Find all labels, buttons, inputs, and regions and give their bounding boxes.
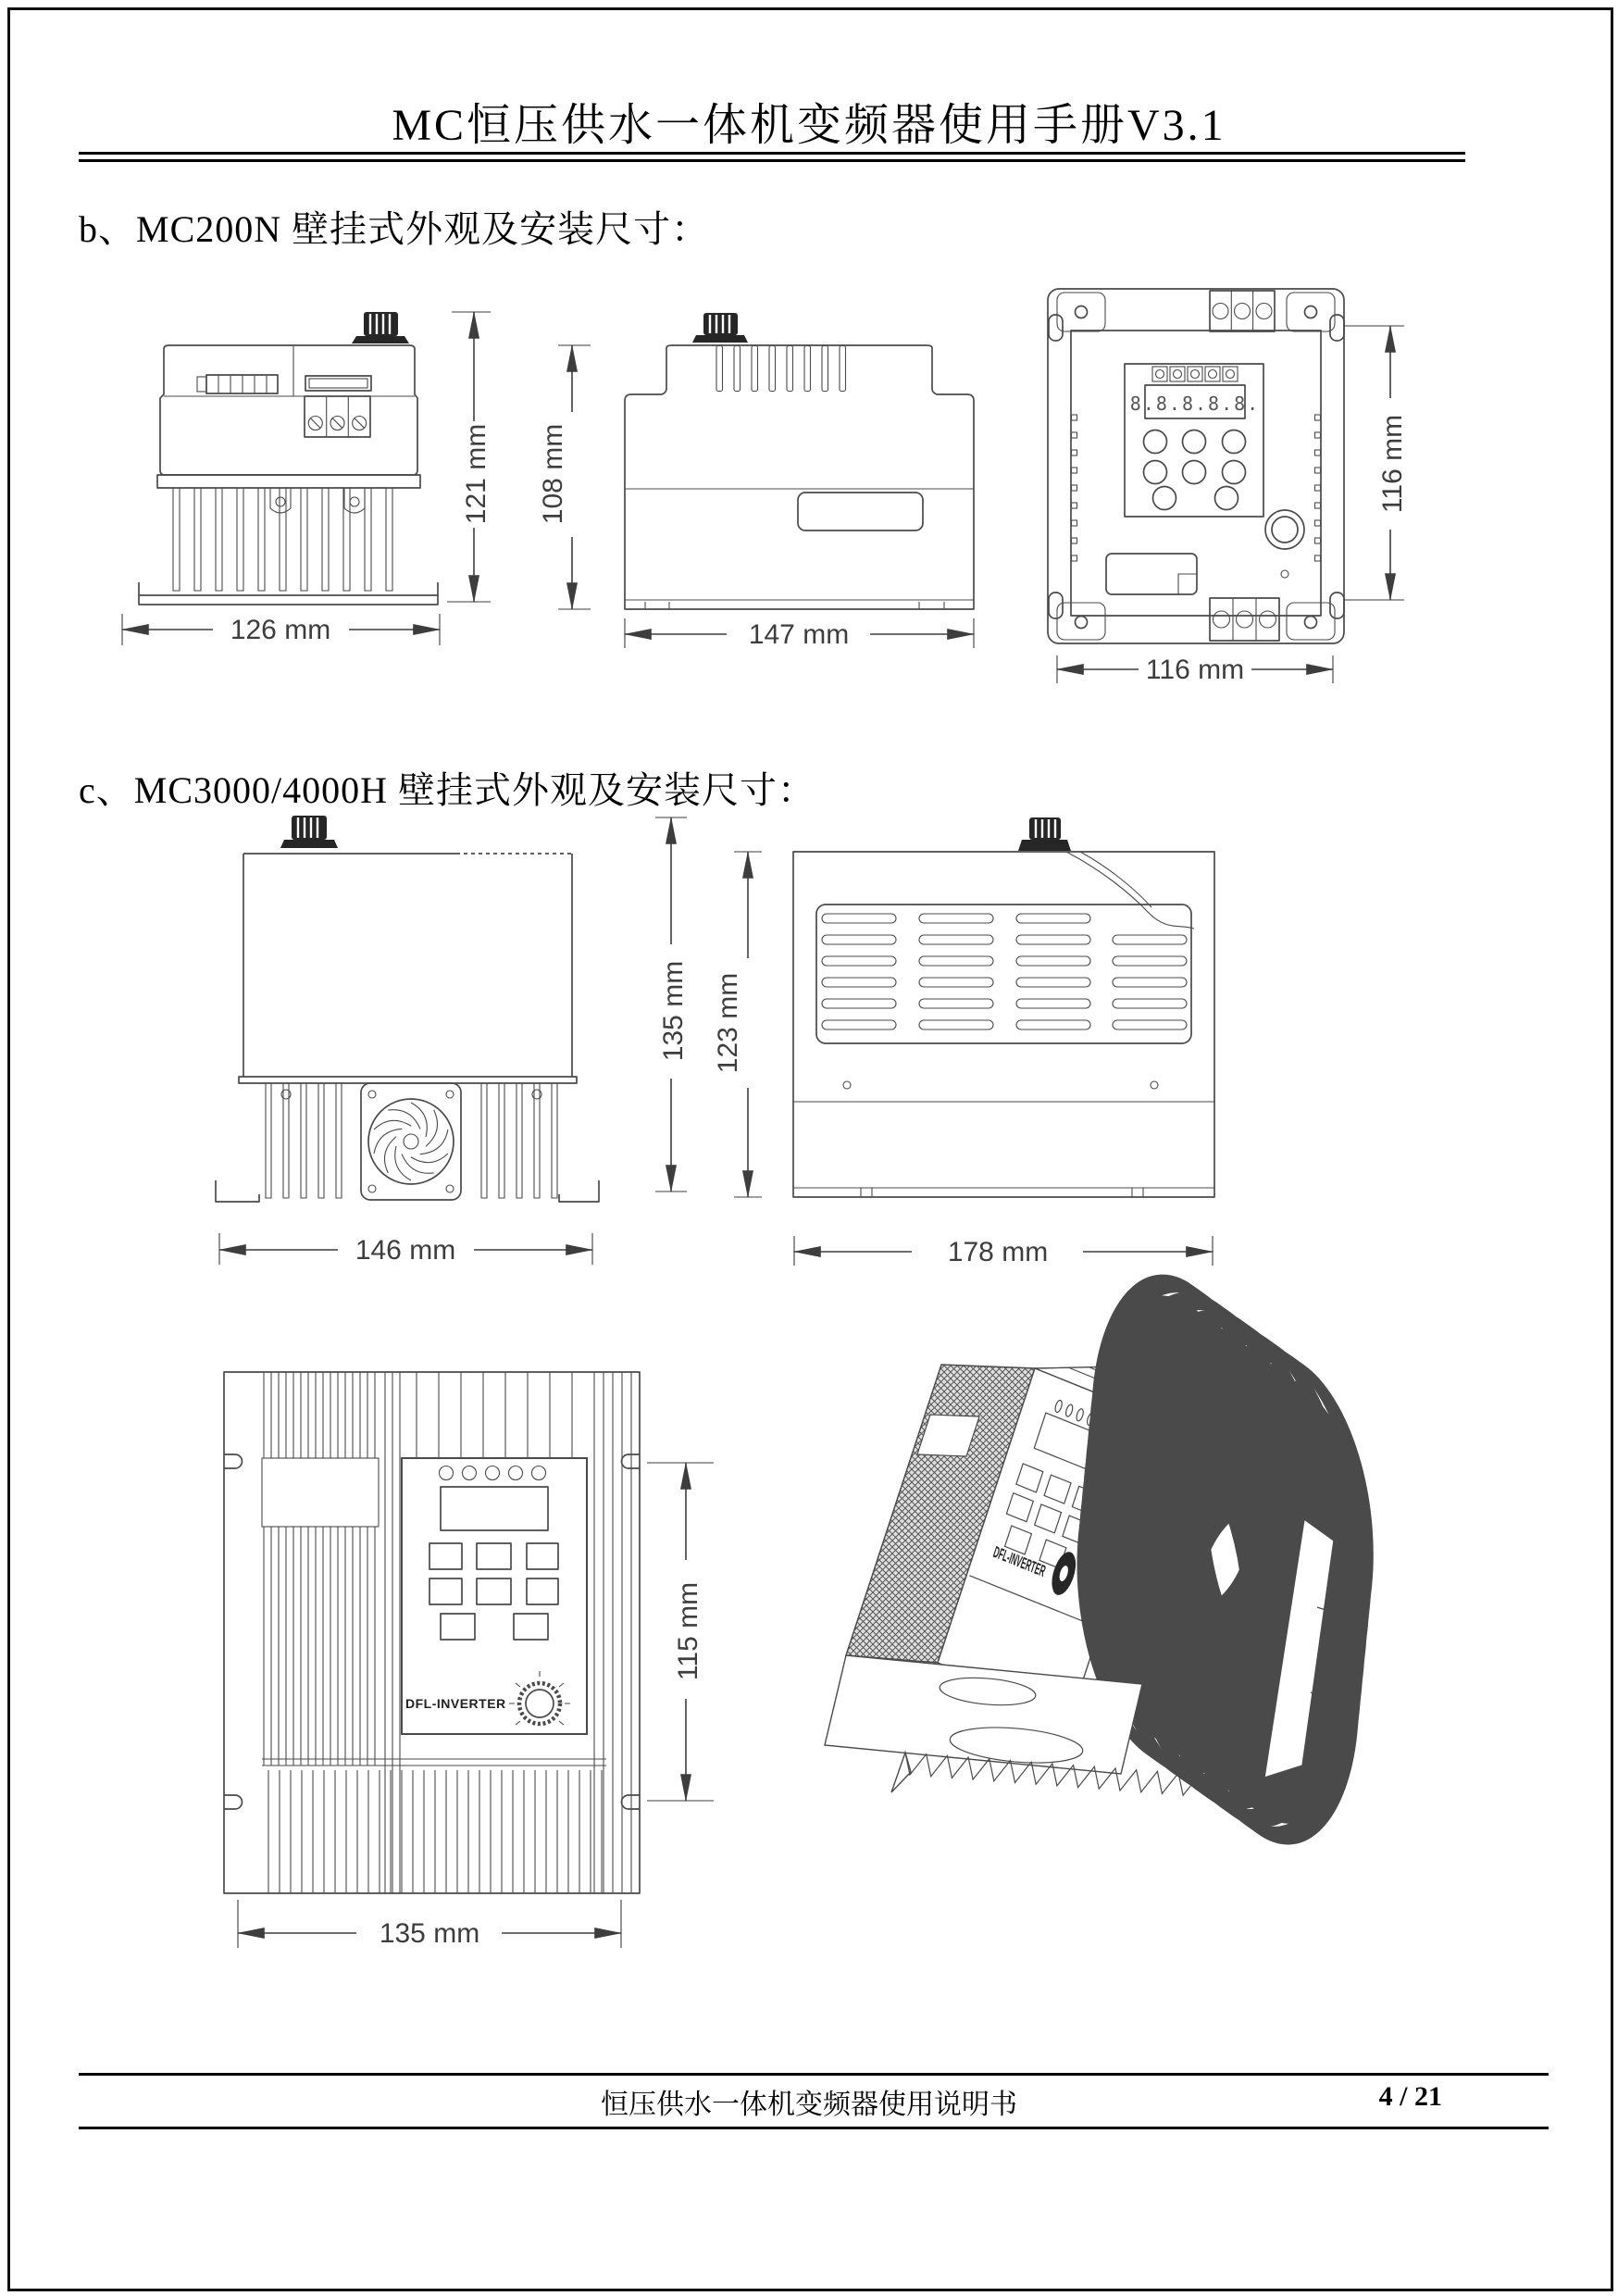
top-knob (692, 313, 748, 343)
section-b-title: MC200N 壁挂式外观及安装尺寸： (136, 208, 710, 250)
drawing-mc3000-side-view (713, 805, 1351, 1287)
drawing-mc3000-keypad-front (139, 1333, 805, 1981)
section-b-heading (79, 200, 709, 253)
dim-height-label: 123 mm (713, 972, 743, 1074)
dimension-width (625, 618, 974, 650)
terminal-block-top (1210, 291, 1275, 331)
mount-slot (1330, 315, 1344, 341)
keypad-buttons (1144, 430, 1246, 510)
section-c-label: c、 (79, 769, 134, 811)
dimension-height (713, 852, 762, 1197)
bottom-cutout (1106, 554, 1197, 594)
dimension-width (122, 614, 440, 645)
dim-width-label: 178 mm (947, 1237, 1049, 1267)
inverter-body (625, 345, 974, 609)
dim-width-label: 147 mm (748, 619, 850, 650)
top-knob (280, 816, 338, 848)
drawing-mc3000-isometric (815, 1333, 1351, 1852)
dimension-width (238, 1900, 621, 1949)
terminal-block (305, 396, 370, 437)
top-knob (352, 312, 409, 343)
small-hole (1281, 570, 1288, 578)
dimension-height (655, 817, 689, 1192)
top-vent-slots (716, 346, 846, 392)
dim-width-label: 146 mm (355, 1235, 456, 1266)
dim-width-label: 126 mm (230, 615, 331, 645)
dim-height-label: 116 mm (1377, 414, 1408, 514)
display-digits: 8.8.8.8.8. (1129, 393, 1261, 415)
keypad-panel (402, 1458, 587, 1734)
inverter-body (160, 345, 417, 475)
mount-slot (1330, 593, 1344, 618)
footer-page-number: 4 / 21 (1378, 2081, 1442, 2112)
dimension-height (447, 312, 492, 602)
keypad-panel (1125, 364, 1263, 517)
knob-front (1265, 510, 1304, 549)
cooling-fan (361, 1083, 461, 1200)
dim-width-label: 135 mm (379, 1918, 480, 1949)
vent-dots (1072, 415, 1321, 561)
dim-height-label: 115 mm (673, 1581, 703, 1681)
terminal-block-bottom (1210, 598, 1279, 641)
dimension-width (219, 1233, 592, 1266)
dim-width-label: 116 mm (1145, 655, 1245, 685)
section-b-label: b、 (79, 208, 136, 250)
footer-doc-title: 恒压供水一体机变频器使用说明书 (601, 2090, 1017, 2120)
drawing-mc200n-profile-view (518, 259, 1000, 676)
drawing-mc200n-front-view (1000, 259, 1518, 713)
dimension-width (794, 1236, 1213, 1267)
dimension-width (1057, 655, 1333, 685)
mount-slot (1049, 593, 1063, 618)
footer-rule-bottom (79, 2127, 1549, 2129)
header-title: MC恒压供水一体机变频器使用手册V3.1 (392, 101, 1226, 150)
brand-label: DFL-INVERTER (405, 1696, 506, 1711)
louver-vents (816, 905, 1191, 1043)
mount-slot (1049, 315, 1063, 341)
inverter-body (793, 852, 1214, 1197)
section-c-title: MC3000/4000H 壁挂式外观及安装尺寸： (133, 769, 816, 811)
drawing-mc200n-side-view (74, 259, 537, 676)
heatsink-fins (139, 475, 438, 605)
dim-height-label: 135 mm (658, 960, 689, 1062)
dim-height-label: 121 mm (461, 423, 492, 525)
top-knob (1018, 817, 1071, 851)
dimension-height (1344, 326, 1408, 600)
dimension-height (538, 345, 591, 609)
inverter-body (239, 854, 577, 1083)
header-rule (79, 152, 1465, 162)
drawing-mc3000-front-view (130, 805, 722, 1287)
footer-rule-top (79, 2073, 1549, 2076)
dim-height-label: 108 mm (538, 423, 568, 525)
dimension-height (647, 1463, 714, 1801)
